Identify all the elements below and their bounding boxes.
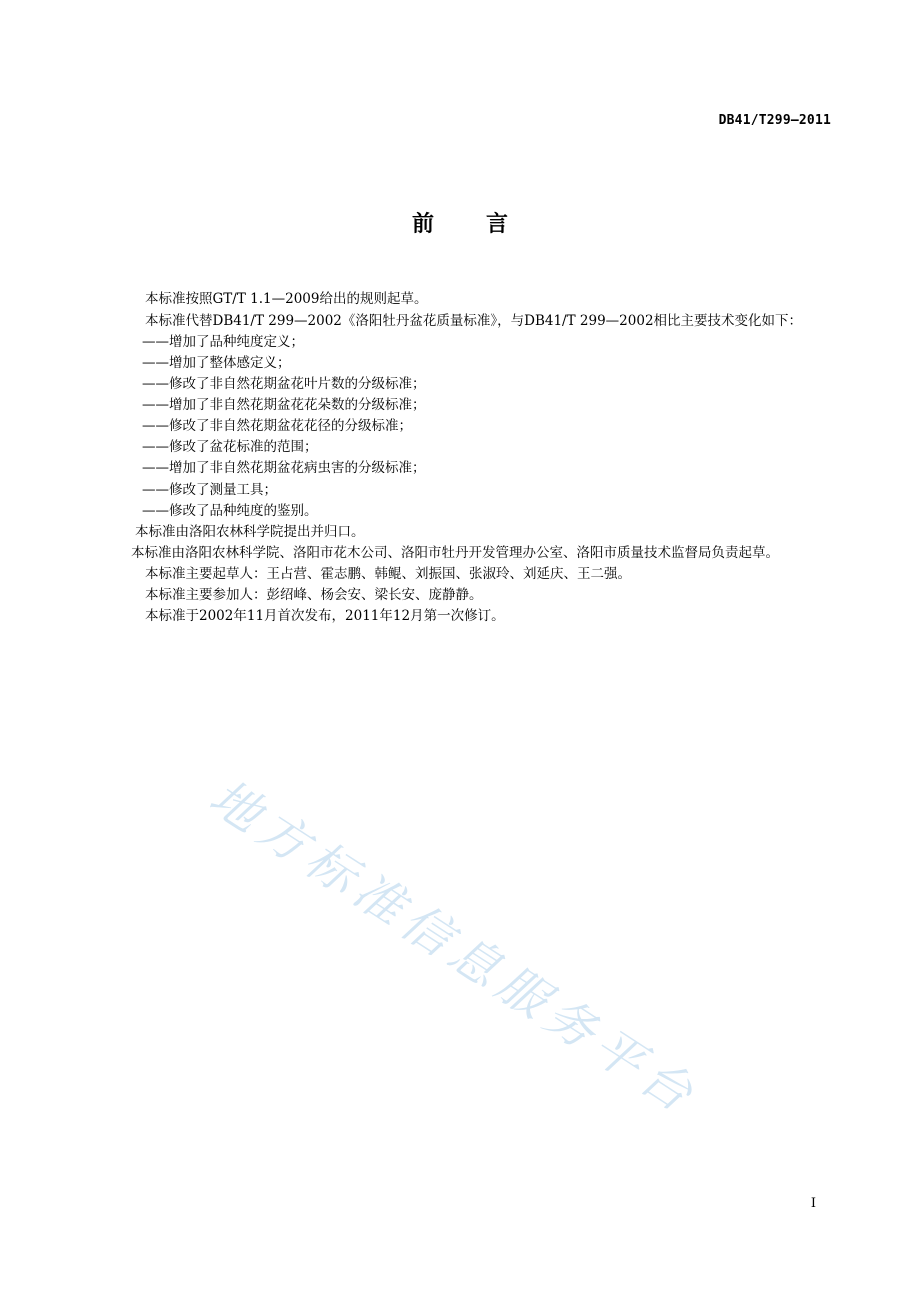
watermark-text: 地方标准信息服务平台 xyxy=(199,768,709,1127)
paragraph-drafting-rules: 本标准按照GT/T 1.1—2009给出的规则起草。 xyxy=(145,291,428,307)
foreword-body xyxy=(109,289,831,627)
title-char-1: 前 xyxy=(411,212,434,237)
change-item: ——修改了非自然花期盆花叶片数的分级标准； xyxy=(142,376,426,392)
change-item: ——增加了非自然花期盆花病虫害的分级标准； xyxy=(142,460,426,476)
paragraph-replacement: 本标准代替DB41/T 299—2002《洛阳牡丹盆花质量标准》，与DB41/T 299—2002相比主要技术变化如下： xyxy=(145,313,803,329)
change-item: ——增加了整体感定义； xyxy=(142,355,291,371)
change-item: ——修改了盆花标准的范围； xyxy=(142,439,318,455)
paragraph-main-drafters: 本标准主要起草人：王占营、霍志鹏、韩鲲、刘振国、张淑玲、刘延庆、王二强。 xyxy=(145,566,631,582)
paragraph-proposer: 本标准由洛阳农林科学院提出并归口。 xyxy=(135,524,365,540)
change-item: ——增加了非自然花期盆花花朵数的分级标准； xyxy=(142,397,426,413)
paragraph-release-history: 本标准于2002年11月首次发布，2011年12月第一次修订。 xyxy=(145,608,505,624)
page-title xyxy=(0,207,920,238)
title-char-2: 言 xyxy=(486,212,509,237)
change-item: ——增加了品种纯度定义； xyxy=(142,334,304,350)
paragraph-drafting-units: 本标准由洛阳农林科学院、洛阳市花木公司、洛阳市牡丹开发管理办公室、洛阳市质量技术监督局负责起草。 xyxy=(131,545,779,561)
change-item: ——修改了非自然花期盆花花径的分级标准； xyxy=(142,418,412,434)
page-number: I xyxy=(810,1196,816,1211)
change-item: ——修改了品种纯度的鉴别。 xyxy=(142,503,318,519)
change-item: ——修改了测量工具； xyxy=(142,482,277,498)
document-code: DB41/T299—2011 xyxy=(718,113,831,128)
paragraph-participants: 本标准主要参加人：彭绍峰、杨会安、梁长安、庞静静。 xyxy=(145,587,483,603)
